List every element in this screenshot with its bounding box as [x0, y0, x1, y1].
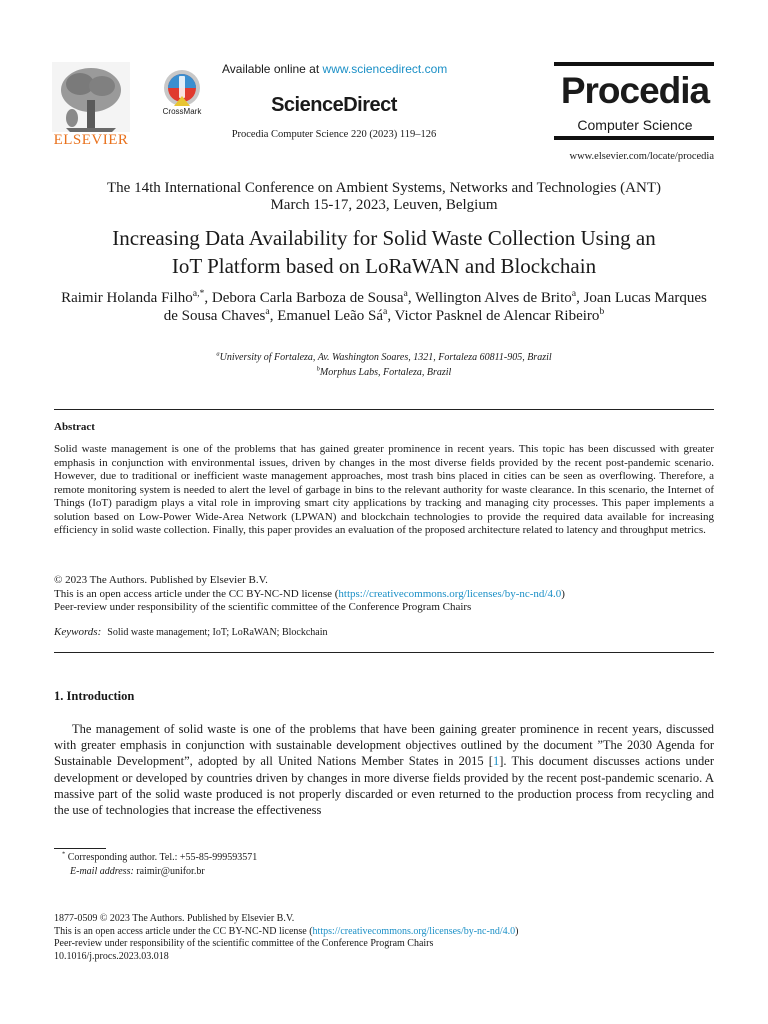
copyright-block	[54, 574, 714, 615]
keywords	[54, 626, 714, 638]
affiliation-b: $^b$Morphus Labs, Fortaleza, Brazil	[316, 365, 452, 378]
available-prefix: Available online at	[222, 62, 323, 76]
available-online	[222, 62, 447, 76]
peer-review-line: Peer-review under responsibility of the scientific committee of the Conference Program Chairs	[54, 601, 472, 613]
author-affiliation-mark: a	[571, 288, 577, 299]
keywords-label: Keywords:	[54, 626, 102, 638]
author-name: Victor Pasknel de Alencar Ribeiro	[394, 308, 600, 324]
license-line: This is an open access article under the CC BY-NC-ND license (https://creativecommons.org/licenses/by-nc-nd/4.0)	[54, 587, 565, 600]
abstract-text: Solid waste management is one of the problems that has gained greater prominence in recent years. This topic has been discussed with greater emphasis in conjunction with environmental issues, driven by changes in the most diverse fields provided by the recent post-pandemic scenario. However, due to traditional or inefficient waste management approaches, most trash bins placed in cities can be seen as overflowing. Therefore, a remote monitoring system is needed to alert the level of garbage in bins to the relevant authority for waste clearance. In this scenario, the Internet of Things (IoT) paradigm plays a vital role in improving smart city applications by tracking and managing city processes. This paper implements a solution based on Low-Power Wide-Area Network (LPWAN) and blockchain technologies to provide the required data available for increasing efficiency in solid waste collection. Finally, this paper provides an evaluation of the proposed architecture related to latency and throughput metrics.	[54, 443, 714, 536]
paper-title-line-1: Increasing Data Availability for Solid Waste Collection Using an	[112, 226, 656, 250]
citation-link[interactable]: 1	[492, 754, 500, 769]
author: Wellington Alves de Brito$^a$,	[415, 288, 584, 306]
doi[interactable]: 10.1016/j.procs.2023.03.018	[54, 950, 169, 962]
crossmark-label: CrossMark	[162, 107, 202, 116]
conference-name: The 14th International Conference on Ambient Systems, Networks and Technologies (ANT)	[107, 180, 661, 196]
introduction-text: The management of solid waste is one of the problems that have been gaining greater prominence in recent years, discussed with greater emphasis in conjunction with sustainable development objectives outlined by the document ”The 2030 Agenda for Sustainable Development”, adopted by all United Nations Member States in 2015 [1]. This document discusses actions under development or developed by countries driven by changes in more diverse fields provided by the recent post-pandemic scenario. A massive part of the solid waste produced is not properly discarded or even returned to the production process from recycling and the use of technologies that increase the effectiveness	[54, 722, 714, 818]
section-heading-introduction: 1. Introduction	[54, 689, 135, 703]
elsevier-wordmark: ELSEVIER	[53, 132, 129, 148]
corresponding-author-footnote: * Corresponding author. Tel.: +55-85-999593571	[62, 850, 258, 863]
author-affiliation-mark: a	[382, 306, 388, 317]
divider	[54, 409, 714, 410]
author-affiliation-mark: b	[599, 306, 605, 317]
author-name: Raimir Holanda Filho	[61, 290, 193, 306]
author: Emanuel Leão $Sá^a$,	[277, 306, 395, 324]
paper-title-line-2: IoT Platform based on LoRaWAN and Blockchain	[171, 254, 597, 278]
author-name: Joan Lucas Marques de Sousa Chaves	[163, 290, 707, 324]
email-address[interactable]: raimir@unifor.br	[136, 866, 205, 877]
conference-date: March 15-17, 2023, Leuven, Belgium	[270, 197, 498, 213]
author-affiliation-mark: a,*	[192, 288, 205, 299]
author-name: Emanuel Leão Sá	[277, 308, 383, 324]
author-affiliation-mark: a	[403, 288, 408, 299]
author-list	[60, 289, 708, 325]
keywords-list: Solid waste management; IoT; LoRaWAN; Blockchain	[107, 627, 328, 638]
publication-info	[54, 913, 714, 963]
license-link[interactable]: https://creativecommons.org/licenses/by-nc-nd/4.0	[338, 587, 562, 600]
peer-review-line: Peer-review under responsibility of the scientific committee of the Conference Program Chairs	[54, 938, 434, 949]
affiliation-a: $^a$University of Fortaleza, Av. Washington Soares, 1321, Fortaleza 60811-905, Brazil	[216, 350, 552, 363]
abstract-heading: Abstract	[54, 421, 95, 433]
divider	[54, 652, 714, 653]
copyright-line: © 2023 The Authors. Published by Elsevier B.V.	[54, 574, 268, 586]
footnote-rule	[54, 848, 106, 849]
procedia-title: Procedia	[560, 70, 710, 111]
email-footnote: E-mail address: raimir@unifor.br	[70, 866, 205, 877]
license-line: This is an open access article under the CC BY-NC-ND license (https://creativecommons.org/licenses/by-nc-nd/4.0)	[54, 925, 519, 937]
author-affiliation-mark: a	[265, 306, 270, 317]
procedia-url[interactable]: www.elsevier.com/locate/procedia	[569, 151, 714, 162]
author-name: Wellington Alves de Brito	[415, 290, 572, 306]
author: Debora Carla Barboza de Sousa$^a$,	[211, 288, 416, 306]
author: Raimir Holanda Filho$^{a,*}$,	[61, 288, 212, 306]
author	[395, 308, 605, 324]
license-link[interactable]: https://creativecommons.org/licenses/by-nc-nd/4.0	[312, 925, 516, 937]
procedia-subtitle: Computer Science	[577, 117, 693, 133]
issn-line: 1877-0509 © 2023 The Authors. Published by Elsevier B.V.	[54, 913, 295, 924]
author-name: Debora Carla Barboza de Sousa	[211, 290, 404, 306]
author: Joan Lucas Marques de Sousa Chaves$^a$,	[163, 290, 707, 324]
journal-reference: Procedia Computer Science 220 (2023) 119–126	[231, 129, 437, 140]
sciencedirect-link[interactable]: www.sciencedirect.com	[322, 62, 448, 76]
sciencedirect-logo: ScienceDirect	[271, 94, 397, 116]
